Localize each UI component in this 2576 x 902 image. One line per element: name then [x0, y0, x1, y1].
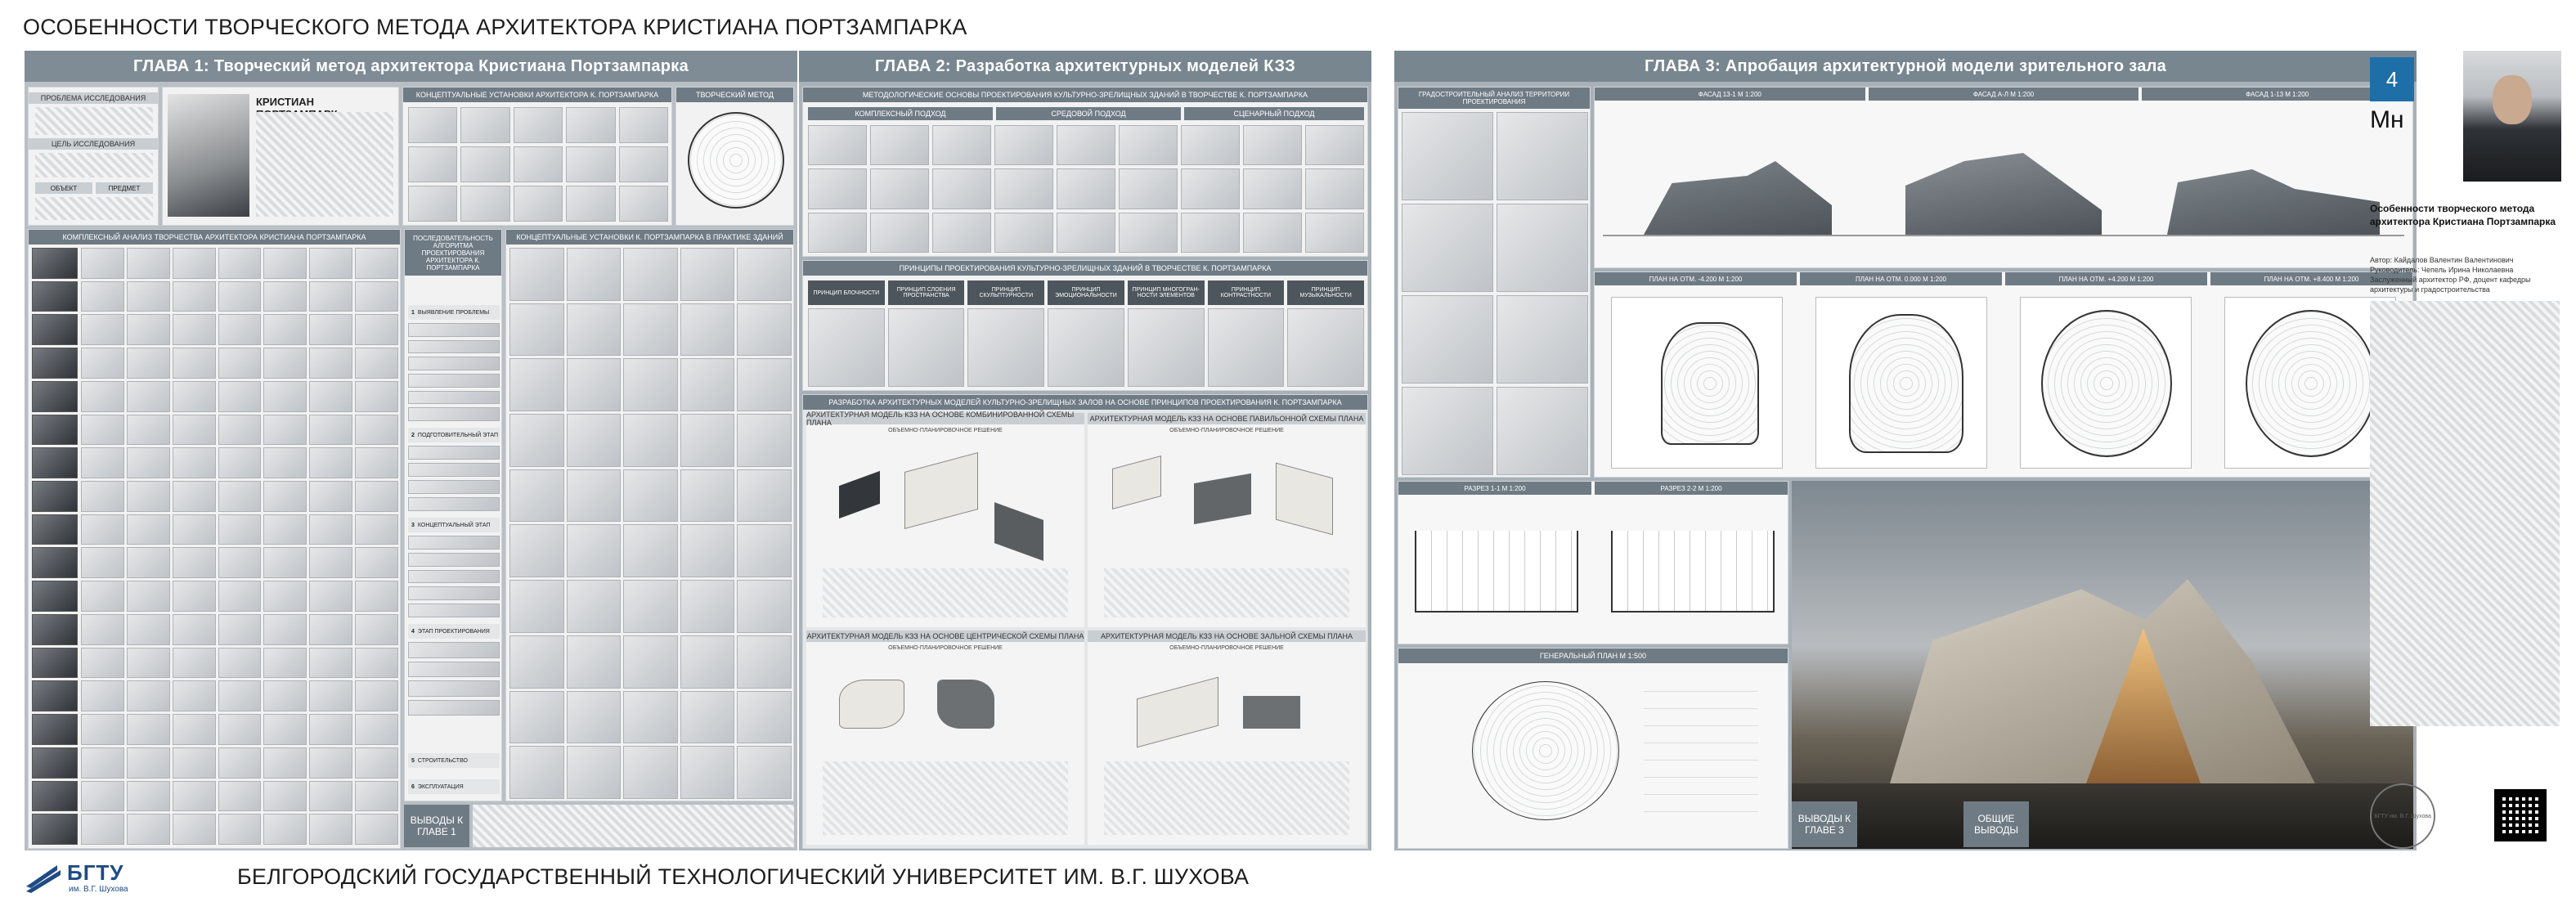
master-plan-drawing: [1472, 681, 1619, 820]
model-1: [806, 413, 1084, 627]
logo-subtext: им. В.Г. Шухова: [69, 885, 128, 894]
sheet-number: 4: [2370, 57, 2414, 101]
model-2-title: АРХИТЕКТУРНАЯ МОДЕЛЬ КЗЗ НА ОСНОВЕ ПАВИЛЬОННОЙ СХЕМЫ ПЛАНА: [1088, 413, 1366, 424]
step-3-label: КОНЦЕПТУАЛЬНЫЙ ЭТАП: [417, 522, 491, 528]
master-plan-header: ГЕНЕРАЛЬНЫЙ ПЛАН М 1:500: [1398, 648, 1788, 663]
research-info-panel: [28, 87, 159, 226]
plan-3: [2020, 297, 2192, 469]
facade-2-label: ФАСАД А-Л М 1:200: [1869, 88, 2139, 101]
plan-1-label: ПЛАН НА ОТМ. -4.200 М 1:200: [1595, 272, 1797, 285]
section-1-label: РАЗРЕЗ 1-1 М 1:200: [1398, 482, 1591, 495]
analysis-panel: [28, 229, 401, 849]
models-header: РАЗРАБОТКА АРХИТЕКТУРНЫХ МОДЕЛЕЙ КУЛЬТУРНО-ЗРЕЛИЩНЫХ ЗАЛОВ НА ОСНОВЕ ПРИНЦИПОВ ПРОЕКТИРОВАНИЯ К. ПОРТЗАМПАРКА: [803, 395, 1367, 410]
facades-panel: [1594, 87, 2413, 268]
section-2-label: РАЗРЕЗ 2-2 М 1:200: [1595, 482, 1788, 495]
step-6-label: ЭКСПЛУАТАЦИЯ: [417, 783, 464, 790]
building-render: [1792, 481, 2413, 849]
step-1: 1 ВЫЯВЛЕНИЕ ПРОБЛЕМЫ: [408, 305, 500, 320]
general-conclusions-label: ОБЩИЕ ВЫВОДЫ: [1963, 801, 2029, 847]
sidebar-title: Особенности творческого метода архитектора Кристиана Портзампарка: [2370, 203, 2556, 227]
plan-1: [1611, 297, 1783, 469]
models-panel: [802, 394, 1368, 849]
methodology-header: МЕТОДОЛОГИЧЕСКИЕ ОСНОВЫ ПРОЕКТИРОВАНИЯ КУЛЬТУРНО-ЗРЕЛИЩНЫХ ЗДАНИЙ В ТВОРЧЕСТВЕ К. ПОРТЗАМПАРКА: [803, 88, 1367, 102]
qr-code-icon[interactable]: [2494, 789, 2547, 841]
supervisor-line: Руководитель: Чепель Ирина Николаевна Заслуженный архитектор РФ, доцент кафедры архитектуры и градостроительства: [2370, 266, 2531, 294]
concepts-practice-header: КОНЦЕПТУАЛЬНЫЕ УСТАНОВКИ К. ПОРТЗАМПАРКА В ПРАКТИКЕ ЗДАНИЙ: [506, 230, 793, 245]
sidebar-abstract: [2370, 301, 2560, 726]
chapter-3-title: ГЛАВА 3: Апробация архитектурной модели зрительного зала: [1394, 51, 2417, 82]
subject-label: ПРЕДМЕТ: [96, 182, 153, 194]
chapter-1-title: ГЛАВА 1: Творческий метод архитектора Кристиана Портзампарка: [25, 51, 797, 82]
problem-label: ПРОБЛЕМА ИССЛЕДОВАНИЯ: [29, 92, 158, 104]
goal-label: ЦЕЛЬ ИССЛЕДОВАНИЯ: [29, 138, 158, 150]
principle-2: ПРИНЦИП СЛОЕНИЯ ПРОСТРАНСТВА: [888, 280, 965, 305]
page-title: ОСОБЕННОСТИ ТВОРЧЕСКОГО МЕТОДА АРХИТЕКТОРА КРИСТИАНА ПОРТЗАМПАРКА: [23, 15, 967, 39]
model-2: [1088, 413, 1366, 627]
model-4-title: АРХИТЕКТУРНАЯ МОДЕЛЬ КЗЗ НА ОСНОВЕ ЗАЛЬНОЙ СХЕМЫ ПЛАНА: [1088, 631, 1366, 642]
concepts-header: КОНЦЕПТУАЛЬНЫЕ УСТАНОВКИ АРХИТЕКТОРА К. ПОРТЗАМПАРКА: [403, 88, 671, 102]
analysis-header: КОМПЛЕКСНЫЙ АНАЛИЗ ТВОРЧЕСТВА АРХИТЕКТОРА КРИСТИАНА ПОРТЗАМПАРКА: [29, 230, 400, 245]
creative-method-panel: [675, 87, 794, 226]
step-5: 5 СТРОИТЕЛЬСТВО: [408, 753, 500, 768]
plans-panel: [1594, 271, 2413, 478]
principle-3: ПРИНЦИП СКУЛЬПТУРНОСТИ: [967, 280, 1044, 305]
sections-panel: [1398, 481, 1788, 644]
algorithm-header: ПОСЛЕДОВАТЕЛЬНОСТЬ АЛГОРИТМА ПРОЕКТИРОВАНИЯ АРХИТЕКТОРА К. ПОРТЗАМПАРКА: [405, 230, 501, 276]
principles-header: ПРИНЦИПЫ ПРОЕКТИРОВАНИЯ КУЛЬТУРНО-ЗРЕЛИЩНЫХ ЗДАНИЙ В ТВОРЧЕСТВЕ К. ПОРТЗАМПАРКА: [803, 261, 1367, 276]
principle-4: ПРИНЦИП ЭМОЦИОНАЛЬНОСТИ: [1048, 280, 1124, 305]
object-label: ОБЪЕКТ: [35, 182, 92, 194]
architect-bio-panel: [162, 87, 399, 226]
model-4-sub: ОБЪЕМНО-ПЛАНИРОВОЧНОЕ РЕШЕНИЕ: [1169, 645, 1284, 651]
principle-5: ПРИНЦИП МНОГОГРАН-НОСТИ ЭЛЕМЕНТОВ: [1128, 280, 1205, 305]
chapter-2-title: ГЛАВА 2: Разработка архитектурных моделей КЗЗ: [799, 51, 1371, 82]
plan-2-label: ПЛАН НА ОТМ. 0.000 М 1:200: [1800, 272, 2002, 285]
approach-complex: КОМПЛЕКСНЫЙ ПОДХОД: [808, 107, 993, 120]
approach-environment: СРЕДОВОЙ ПОДХОД: [996, 107, 1181, 120]
principle-6: ПРИНЦИП КОНТРАСТНОСТИ: [1208, 280, 1285, 305]
facade-1-label: ФАСАД 13-1 М 1:200: [1595, 88, 1865, 101]
model-1-sub: ОБЪЕМНО-ПЛАНИРОВОЧНОЕ РЕШЕНИЕ: [888, 428, 1003, 433]
method-diagram: [688, 112, 784, 209]
step-1-label: ВЫЯВЛЕНИЕ ПРОБЛЕМЫ: [417, 309, 490, 316]
chapter-1-sheet: [25, 51, 797, 850]
author-photo: [2463, 51, 2561, 182]
model-1-title: АРХИТЕКТУРНАЯ МОДЕЛЬ КЗЗ НА ОСНОВЕ КОМБИНИРОВАННОЙ СХЕМЫ ПЛАНА: [806, 413, 1084, 424]
step-3: 3 КОНЦЕПТУАЛЬНЫЙ ЭТАП: [408, 518, 500, 532]
model-3-title: АРХИТЕКТУРНАЯ МОДЕЛЬ КЗЗ НА ОСНОВЕ ЦЕНТРИЧЕСКОЙ СХЕМЫ ПЛАНА: [806, 632, 1084, 640]
principle-1: ПРИНЦИП БЛОЧНОСТИ: [808, 280, 885, 305]
architect-portrait: [168, 94, 249, 217]
master-plan-panel: [1398, 648, 1788, 849]
principle-7: ПРИНЦИП МУЗЫКАЛЬНОСТИ: [1287, 280, 1364, 305]
model-2-sub: ОБЪЕМНО-ПЛАНИРОВОЧНОЕ РЕШЕНИЕ: [1169, 428, 1284, 433]
site-analysis-header: ГРАДОСТРОИТЕЛЬНЫЙ АНАЛИЗ ТЕРРИТОРИИ ПРОЕКТИРОВАНИЯ: [1398, 88, 1590, 109]
step-4: 4 ЭТАП ПРОЕКТИРОВАНИЯ: [408, 624, 500, 639]
model-3-sub: ОБЪЕМНО-ПЛАНИРОВОЧНОЕ РЕШЕНИЕ: [888, 645, 1003, 651]
unit-label: Мн: [2370, 106, 2404, 133]
plan-4-label: ПЛАН НА ОТМ. +8.400 М 1:200: [2210, 272, 2412, 285]
step-5-label: СТРОИТЕЛЬСТВО: [417, 757, 468, 764]
logo-text: БГТУ: [67, 860, 124, 885]
section-1: [1415, 531, 1578, 613]
step-6: 6 ЭКСПЛУАТАЦИЯ: [408, 779, 500, 794]
step-2-label: ПОДГОТОВИТЕЛЬНЫЙ ЭТАП: [417, 432, 498, 438]
facade-1: [1644, 161, 1832, 235]
chapter-2-sheet: [799, 51, 1371, 850]
architect-name: КРИСТИАН: [256, 96, 315, 108]
plan-2: [1815, 297, 1987, 469]
university-name: БЕЛГОРОДСКИЙ ГОСУДАРСТВЕННЫЙ ТЕХНОЛОГИЧЕСКИЙ УНИВЕРСИТЕТ ИМ. В.Г. ШУХОВА: [237, 864, 1250, 889]
author-line: Автор: Кайдалов Валентин Валентинович: [2370, 256, 2514, 264]
concepts-panel: [402, 87, 672, 226]
facade-3-label: ФАСАД 1-13 М 1:200: [2142, 88, 2412, 101]
facade-3: [2167, 169, 2380, 235]
step-4-label: ЭТАП ПРОЕКТИРОВАНИЯ: [417, 628, 490, 635]
method-header: ТВОРЧЕСКИЙ МЕТОД: [676, 88, 793, 102]
section-2: [1611, 531, 1775, 613]
concepts-practice-panel: [505, 229, 794, 801]
chapter-3-sheet: [1394, 51, 2417, 850]
methodology-panel: [802, 87, 1368, 257]
conclusions-ch3-label: ВЫВОДЫ К ГЛАВЕ 3: [1792, 801, 1857, 847]
model-4: [1088, 631, 1366, 845]
university-logo: [25, 859, 147, 896]
sidebar-meta: [2370, 255, 2558, 295]
site-analysis-panel: [1398, 87, 1591, 478]
plan-3-label: ПЛАН НА ОТМ. +4.200 М 1:200: [2005, 272, 2207, 285]
university-stamp: БГТУ им. В.Г. Шухова: [2370, 783, 2435, 849]
model-3: [806, 631, 1084, 845]
algorithm-panel: [404, 229, 502, 801]
facade-2: [1905, 153, 2102, 235]
approach-scenario: СЦЕНАРНЫЙ ПОДХОД: [1184, 107, 1364, 120]
principles-panel: [802, 260, 1368, 391]
step-2: 2 ПОДГОТОВИТЕЛЬНЫЙ ЭТАП: [408, 428, 500, 442]
conclusions-ch1-label: ВЫВОДЫ К ГЛАВЕ 1: [404, 805, 469, 847]
